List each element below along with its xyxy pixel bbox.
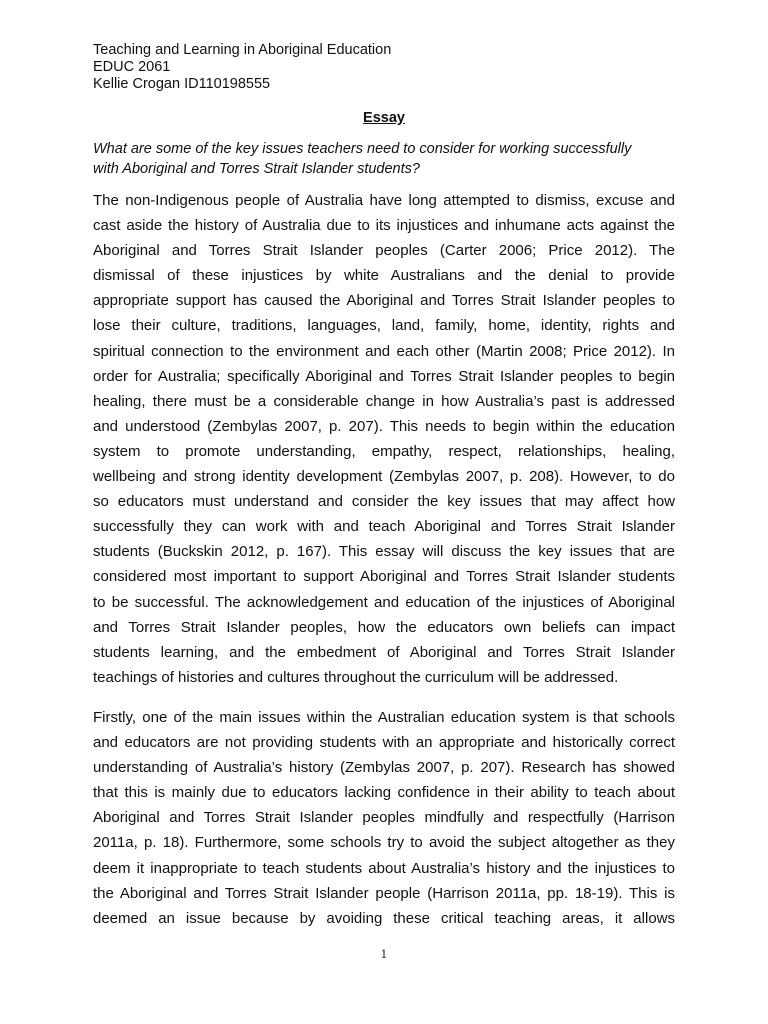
paragraph-first-issue xyxy=(93,705,675,931)
paragraph-line: students (Buckskin 2012, p. 167). This essay will discuss the key issues that are xyxy=(93,543,675,561)
paragraph-line: so educators must understand and consider the key issues that may affect how xyxy=(93,493,675,511)
paragraph-line: Firstly, one of the main issues within the Australian education system is that schools xyxy=(93,709,675,726)
document-header xyxy=(93,42,391,93)
paragraph-line: considered most important to support Aboriginal and Torres Strait Islander students xyxy=(93,568,675,586)
paragraph-line: understanding of Australia’s history (Zembylas 2007, p. 207). Research has showed xyxy=(93,759,675,777)
paragraph-line: deem it inappropriate to teach students about Australia’s history and the injustices to xyxy=(93,859,675,877)
paragraph-line: that this is mainly due to educators lacking confidence in their ability to teach about xyxy=(93,784,675,802)
page-number: 1 xyxy=(380,948,388,961)
paragraph-line: dismissal of these injustices by white Australians and the denial to provide xyxy=(93,267,675,285)
paragraph-line: appropriate support has caused the Aboriginal and Torres Strait Islander peoples to xyxy=(93,292,675,310)
course-title: Teaching and Learning in Aboriginal Education xyxy=(93,42,392,58)
paragraph-line: 2011a, p. 18). Furthermore, some schools try to avoid the subject altogether as they xyxy=(93,834,675,852)
paragraph-line: The non-Indigenous people of Australia have long attempted to dismiss, excuse and xyxy=(93,192,675,209)
paragraph-line: wellbeing and strong identity development (Zembylas 2007, p. 208). However, to do xyxy=(93,468,675,486)
paragraph-line: order for Australia; specifically Aboriginal and Torres Strait Islander peoples to begin xyxy=(93,367,675,385)
paragraph-line: lose their culture, traditions, languages, land, family, home, identity, rights and xyxy=(93,317,675,335)
paragraph-line: healing, there must be a considerable change in how Australia’s past is addressed xyxy=(93,392,675,410)
essay-title-text: Essay xyxy=(363,110,405,126)
paragraph-line: and understood (Zembylas 2007, p. 207). This needs to begin within the education xyxy=(93,417,675,435)
paragraph-line: teachings of histories and cultures throughout the curriculum will be addressed. xyxy=(93,668,619,686)
essay-title xyxy=(0,109,768,127)
paragraph-introduction xyxy=(93,188,675,690)
paragraph-line: system to promote understanding, empathy, respect, relationships, healing, xyxy=(93,442,675,460)
paragraph-line: to be successful. The acknowledgement and education of the injustices of Aboriginal xyxy=(93,593,675,611)
paragraph-line: Aboriginal and Torres Strait Islander peoples mindfully and respectfully (Harrison xyxy=(93,809,675,827)
paragraph-line: deemed an issue because by avoiding these critical teaching areas, it allows xyxy=(93,909,675,927)
paragraph-line: successfully they can work with and teach Aboriginal and Torres Strait Islander xyxy=(93,518,675,536)
course-code: EDUC 2061 xyxy=(93,59,171,75)
paragraph-line: the Aboriginal and Torres Strait Islander people (Harrison 2011a, pp. 18-19). This is xyxy=(93,884,675,902)
paragraph-line: and Torres Strait Islander peoples, how the educators own beliefs can impact xyxy=(93,618,675,636)
paragraph-line: students learning, and the embedment of Aboriginal and Torres Strait Islander xyxy=(93,643,675,661)
essay-question xyxy=(93,140,683,179)
essay-question-line: What are some of the key issues teachers need to consider for working successfully xyxy=(93,141,632,157)
paragraph-line: cast aside the history of Australia due to its injustices and inhumane acts against the xyxy=(93,217,675,235)
paragraph-line: spiritual connection to the environment and each other (Martin 2008; Price 2012). In xyxy=(93,342,675,360)
essay-question-line: with Aboriginal and Torres Strait Islander students? xyxy=(93,160,420,177)
paragraph-line: Aboriginal and Torres Strait Islander peoples (Carter 2006; Price 2012). The xyxy=(93,242,675,260)
student-name-id: Kellie Crogan ID110198555 xyxy=(93,76,271,92)
paragraph-line: and educators are not providing students with an appropriate and historically correct xyxy=(93,734,675,752)
